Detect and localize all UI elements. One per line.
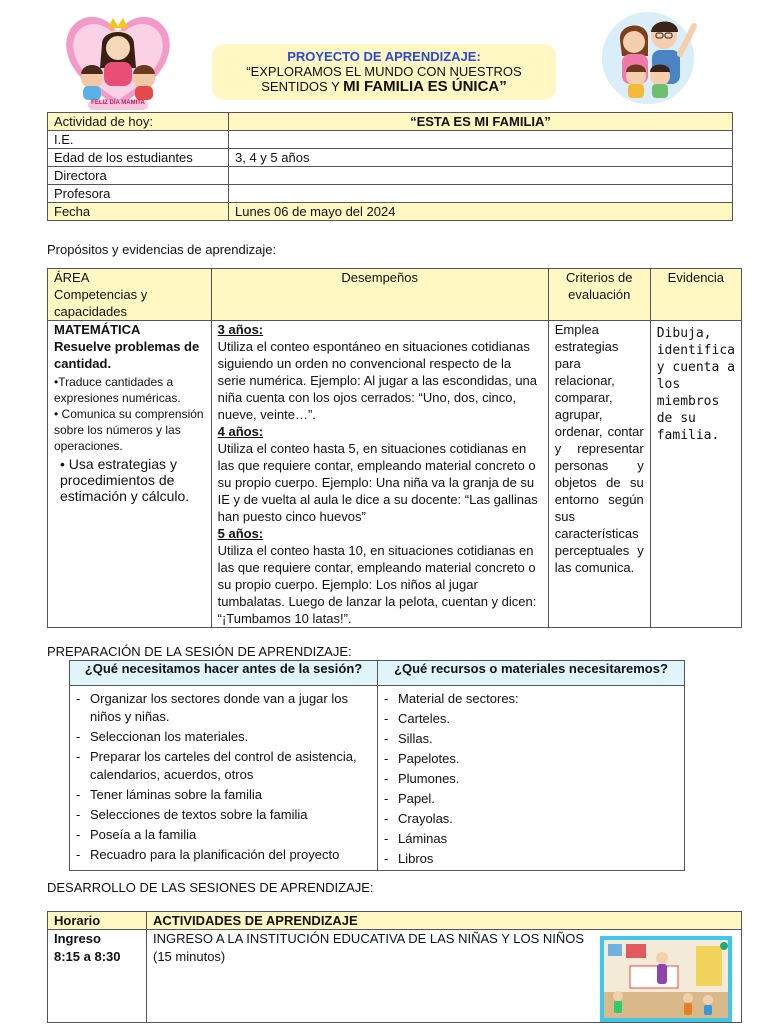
actividades-header: ACTIVIDADES DE APRENDIZAJE xyxy=(147,912,742,930)
list-item: - Crayolas. xyxy=(384,811,453,826)
recursos-cell xyxy=(378,686,685,871)
info-value xyxy=(229,167,733,185)
list-item: - Recuadro para la planificación del proyecto xyxy=(76,847,340,862)
desempeno-4: Utiliza el conteo hasta 5, en situaciones cotidianas en las que requiere contar, empleando material concreto o su propio cuerpo. Ejemplo: Una niña va la granja de su IE y de vuelta al aula le dice a su docente: “Las gallinas han puesto cinco huevos” xyxy=(217,441,538,524)
list-item: - Material de sectores: xyxy=(384,691,519,706)
competencia: Resuelve problemas de cantidad. xyxy=(54,339,200,371)
info-label: Profesora xyxy=(48,185,229,203)
propositos-table xyxy=(47,268,742,628)
info-label: Fecha xyxy=(48,203,229,221)
list-item: - Tener láminas sobre la familia xyxy=(76,787,262,802)
desempeno-5: Utiliza el conteo hasta 10, en situaciones cotidianas en las que requiere contar, empleando material concreto o su propio cuerpo. Ejemplo: Los niños al jugar tumbalatas. Luego de lanzar la pelota, cuentan y dicen: “¡Tumbamos 10 latas!”. xyxy=(217,543,537,626)
family-image xyxy=(596,6,700,106)
info-row xyxy=(48,185,733,203)
antes-header: ¿Qué necesitamos hacer antes de la sesión? xyxy=(70,661,378,686)
list-item: - Seleccionan los materiales. xyxy=(76,729,249,744)
project-title-box xyxy=(212,44,556,100)
classroom-image xyxy=(600,936,732,1022)
badge-text: FELIZ DÍA MAMITA xyxy=(91,100,145,106)
propositos-header-row xyxy=(48,269,742,321)
evidencia-cell: Dibuja, identifica y cuenta a los miembros de su familia. xyxy=(650,321,741,628)
antes-cell xyxy=(70,686,378,871)
desarrollo-label: DESARROLLO DE LAS SESIONES DE APRENDIZAJE: xyxy=(47,880,374,895)
criterios-header: Criterios de evaluación xyxy=(548,269,650,321)
age-4-heading: 4 años: xyxy=(217,424,264,439)
desempenos-cell xyxy=(211,321,548,628)
info-value xyxy=(229,131,733,149)
project-title-line1: “EXPLORAMOS EL MUNDO CON NUESTROS xyxy=(246,64,522,79)
horario-name: Ingreso xyxy=(54,931,101,946)
propositos-label: Propósitos y evidencias de aprendizaje: xyxy=(47,242,277,257)
list-item: - Láminas xyxy=(384,831,448,846)
info-row xyxy=(48,131,733,149)
desempeno-3: Utiliza el conteo espontáneo en situaciones cotidianas siguiendo un orden no convencional respecto de la serie numérica. Ejemplo: Al jugar a las escondidas, una niña cuenta con los ojos cerrados: “Uno, dos, cinco, nueve, veinte…”. xyxy=(217,339,538,422)
desempenos-header: Desempeños xyxy=(211,269,548,321)
list-item: - Selecciones de textos sobre la familia xyxy=(76,807,308,822)
horario-cell xyxy=(48,930,147,1023)
desarrollo-header-row xyxy=(48,912,742,930)
list-item: - Plumones. xyxy=(384,771,460,786)
list-item: - Papelotes. xyxy=(384,751,460,766)
horario-header: Horario xyxy=(48,912,147,930)
list-item: - Poseía a la familia xyxy=(76,827,197,842)
project-title-line2: SENTIDOS Y MI FAMILIA ES ÚNICA” xyxy=(261,78,507,95)
mothers-day-image xyxy=(58,8,178,112)
list-item: - Organizar los sectores donde van a jugar los niños y niñas. xyxy=(76,691,348,724)
capacidad-item: • Usa estrategias y procedimientos de estimación y cálculo. xyxy=(60,456,190,504)
info-row xyxy=(48,149,733,167)
actividad-duration: (15 minutos) xyxy=(153,949,226,964)
list-item: - Sillas. xyxy=(384,731,433,746)
actividad-title: INGRESO A LA INSTITUCIÓN EDUCATIVA DE LAS NIÑAS Y LOS NIÑOS xyxy=(153,931,585,946)
age-3-heading: 3 años: xyxy=(217,322,264,337)
list-item: - Libros xyxy=(384,851,434,866)
recursos-header: ¿Qué recursos o materiales necesitaremos? xyxy=(378,661,685,686)
activity-info-table xyxy=(47,112,733,221)
capacidad-item: • Comunica su comprensión sobre los números y las operaciones. xyxy=(54,407,204,453)
area-cell xyxy=(48,321,212,628)
preparacion-label: PREPARACIÓN DE LA SESIÓN DE APRENDIZAJE: xyxy=(47,644,352,659)
info-label: Edad de los estudiantes xyxy=(48,149,229,167)
info-row-date xyxy=(48,203,733,221)
list-item: - Preparar los carteles del control de asistencia, calendarios, acuerdos, otros xyxy=(76,749,357,782)
info-value: Lunes 06 de mayo del 2024 xyxy=(229,203,733,221)
info-label: I.E. xyxy=(48,131,229,149)
preparacion-row xyxy=(70,686,685,871)
list-item: - Carteles. xyxy=(384,711,451,726)
project-label: PROYECTO DE APRENDIZAJE: xyxy=(287,49,481,64)
info-row-activity xyxy=(48,113,733,131)
preparacion-table xyxy=(69,660,685,871)
area-header: ÁREA Competencias y capacidades xyxy=(48,269,212,321)
info-label: Actividad de hoy: xyxy=(48,113,229,131)
capacidad-item: •Traduce cantidades a expresiones numéricas. xyxy=(54,375,181,405)
propositos-row xyxy=(48,321,742,628)
info-label: Directora xyxy=(48,167,229,185)
info-value xyxy=(229,185,733,203)
evidencia-header: Evidencia xyxy=(650,269,741,321)
preparacion-header-row xyxy=(70,661,685,686)
info-row xyxy=(48,167,733,185)
horario-time: 8:15 a 8:30 xyxy=(54,949,121,964)
area-name: MATEMÁTICA xyxy=(54,322,141,337)
activity-title: “ESTA ES MI FAMILIA” xyxy=(229,113,733,131)
criterio-cell: Emplea estrategias para relacionar, comparar, agrupar, ordenar, contar y representar personas y objetos de su entorno según sus características perceptuales y las comunica. xyxy=(548,321,650,628)
info-value: 3, 4 y 5 años xyxy=(229,149,733,167)
list-item: - Papel. xyxy=(384,791,435,806)
age-5-heading: 5 años: xyxy=(217,526,264,541)
